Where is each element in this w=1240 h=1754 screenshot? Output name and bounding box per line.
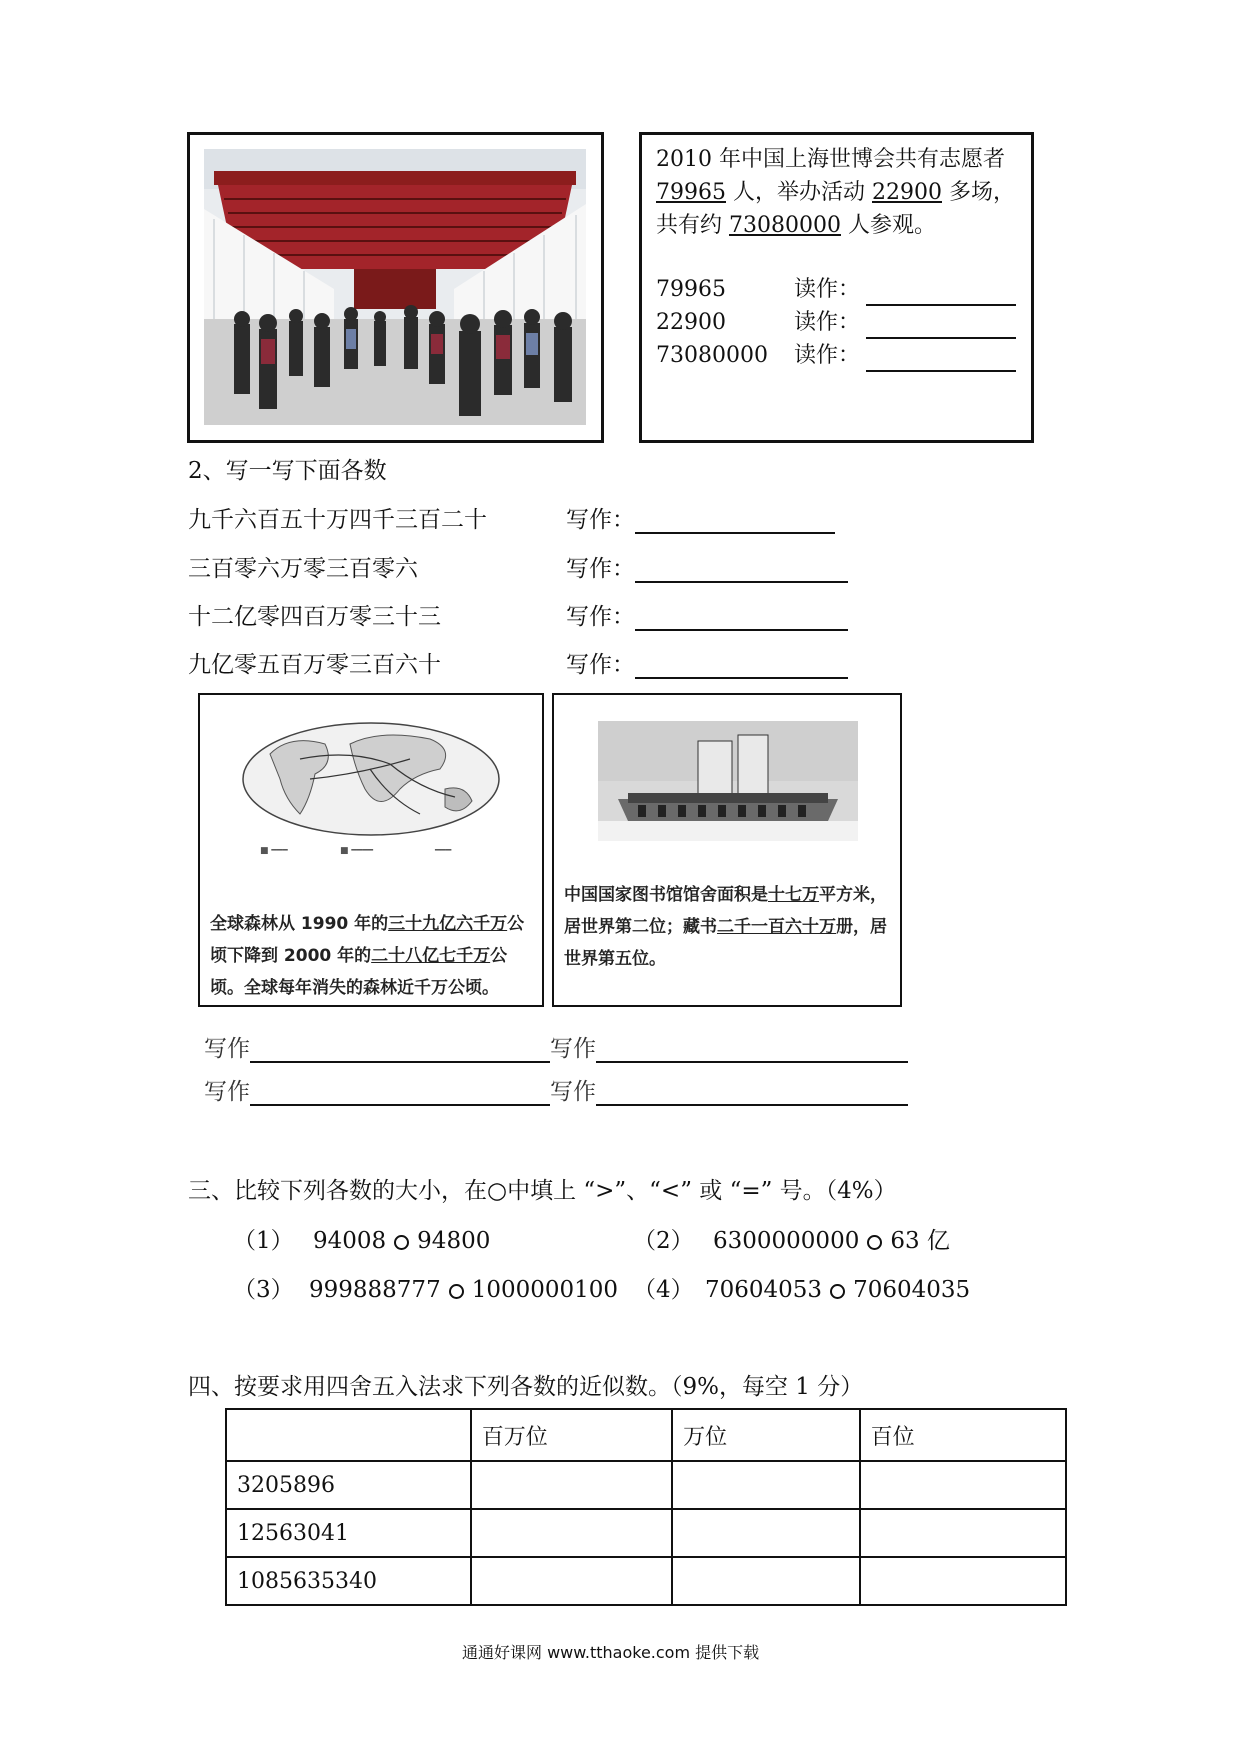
write-label: 写作 [550,1079,596,1105]
answer-cell[interactable] [860,1509,1066,1557]
read-label: 读作： [794,310,861,335]
read-answer-line[interactable] [866,313,1016,339]
forest-write-row [204,1073,550,1106]
visitor-count: 73080000 [729,213,841,238]
compare-number: （1） [233,1228,294,1254]
expo-photo [204,149,586,425]
write-label: 写作： [566,604,635,630]
section-2-title: 2、写一写下面各数 [188,458,387,484]
compare-right: 63 亿 [890,1228,950,1254]
activity-count: 22900 [872,180,942,205]
table-header-cell: 百位 [860,1409,1066,1461]
table-header-row [226,1409,1066,1461]
table-header-cell: 百万位 [471,1409,672,1461]
read-label: 读作： [794,277,861,302]
compare-circle[interactable] [867,1235,882,1250]
library-area-value: 十七万 [768,885,819,905]
map-legend-item: ■ ━━━ [260,846,288,856]
page-footer: 通通好课网 www.tthaoke.com 提供下载 [462,1643,760,1662]
approximation-table [225,1408,1067,1606]
library-box [552,693,902,1007]
write-label: 写作 [204,1036,250,1062]
compare-item [633,1222,950,1255]
write-answer-line[interactable] [635,557,848,583]
write-item-row [188,598,848,631]
answer-cell[interactable] [471,1557,672,1605]
write-answer-line[interactable] [635,605,848,631]
read-row [656,339,1026,372]
table-header-cell [226,1409,471,1461]
compare-left: 999888777 [309,1277,441,1303]
forest-text [210,908,536,1004]
read-label: 读作： [794,343,861,368]
compare-right: 1000000100 [471,1277,619,1303]
chinese-number: 九亿零五百万零三百六十 [188,652,441,678]
chinese-number: 十二亿零四百万零三十三 [188,604,441,630]
answer-cell[interactable] [672,1509,859,1557]
answer-cell[interactable] [672,1461,859,1509]
table-row [226,1509,1066,1557]
map-legend-item: ■ ━━━━ [340,846,374,856]
read-answer-line[interactable] [866,346,1016,372]
library-books-value: 二千一百六十万 [717,917,836,937]
write-answer-line[interactable] [635,653,848,679]
answer-cell[interactable] [860,1557,1066,1605]
compare-circle[interactable] [830,1284,845,1299]
table-row-number: 1085635340 [226,1557,471,1605]
compare-item [633,1271,970,1304]
forest-text-part: 公顷下降到 2000 年的 [210,914,525,966]
compare-item [233,1271,618,1304]
compare-number: （4） [633,1277,694,1303]
read-number: 73080000 [656,343,768,368]
table-row-number: 12563041 [226,1509,471,1557]
compare-circle[interactable] [449,1284,464,1299]
expo-text: 人，举办活动 [726,180,872,205]
write-answer-line[interactable] [596,1037,908,1063]
compare-number: （2） [633,1228,694,1254]
expo-info-box [639,132,1034,443]
answer-cell[interactable] [672,1557,859,1605]
compare-left: 94008 [313,1228,387,1254]
compare-right: 70604035 [853,1277,971,1303]
forest-text-part: 公顷。全球每年消失的森林近千万公顷。 [210,946,508,998]
section-3-title: 三、比较下列各数的大小，在○中填上 “>”、“<” 或 “=” 号。（4%） [188,1178,897,1204]
table-row [226,1557,1066,1605]
expo-text: 人参观。 [840,213,936,238]
volunteer-count: 79965 [656,180,726,205]
section-4-title: 四、按要求用四舍五入法求下列各数的近似数。（9%，每空 1 分） [188,1374,864,1400]
expo-description [656,143,1021,242]
table-row [226,1461,1066,1509]
chinese-number: 九千六百五十万四千三百二十 [188,507,487,533]
forest-write-row [204,1030,550,1063]
forest-2000-value: 二十八亿七千万 [371,946,491,966]
answer-cell[interactable] [860,1461,1066,1509]
forest-1990-value: 三十九亿六千万 [388,914,508,934]
compare-number: （3） [233,1277,294,1303]
read-answer-line[interactable] [866,280,1016,306]
china-pavilion-image [204,149,586,425]
write-answer-line[interactable] [596,1080,908,1106]
forest-box [198,693,544,1007]
read-row [656,306,1026,339]
write-item-row [188,550,848,583]
compare-left: 70604053 [705,1277,823,1303]
compare-right: 94800 [417,1228,491,1254]
library-text [564,879,894,975]
library-text-part: 平方米，居世界第二位；藏书 [564,885,887,937]
write-label: 写作： [566,507,635,533]
write-answer-line[interactable] [635,508,835,534]
write-label: 写作： [566,556,635,582]
write-item-row [188,646,848,679]
expo-text: 2010 年中国上海世博会共有志愿者 [656,147,1005,172]
forest-text-part: 全球森林从 1990 年的 [210,914,389,934]
write-item-row [188,501,835,534]
library-building-image [598,721,858,841]
map-legend [260,846,452,856]
table-row-number: 3205896 [226,1461,471,1509]
answer-cell[interactable] [471,1509,672,1557]
compare-circle[interactable] [394,1235,409,1250]
answer-cell[interactable] [471,1461,672,1509]
table-header-cell: 万位 [672,1409,859,1461]
write-answer-line[interactable] [250,1080,550,1106]
compare-item [233,1222,490,1255]
write-label: 写作： [566,652,635,678]
library-write-row [550,1030,908,1063]
library-write-row [550,1073,908,1106]
write-answer-line[interactable] [250,1037,550,1063]
write-label: 写作 [204,1079,250,1105]
library-text-part: 中国国家图书馆馆舍面积是 [564,885,768,905]
map-legend-item: ━━━ [435,846,452,856]
expo-text: 多场，共有约 [656,180,1015,238]
read-row [656,273,1026,306]
read-number: 79965 [656,277,726,302]
write-label: 写作 [550,1036,596,1062]
world-map-image [240,719,502,859]
expo-photo-frame [187,132,604,443]
read-number: 22900 [656,310,726,335]
library-text-part: 册，居世界第五位。 [564,917,887,969]
compare-left: 6300000000 [713,1228,860,1254]
chinese-number: 三百零六万零三百零六 [188,556,418,582]
